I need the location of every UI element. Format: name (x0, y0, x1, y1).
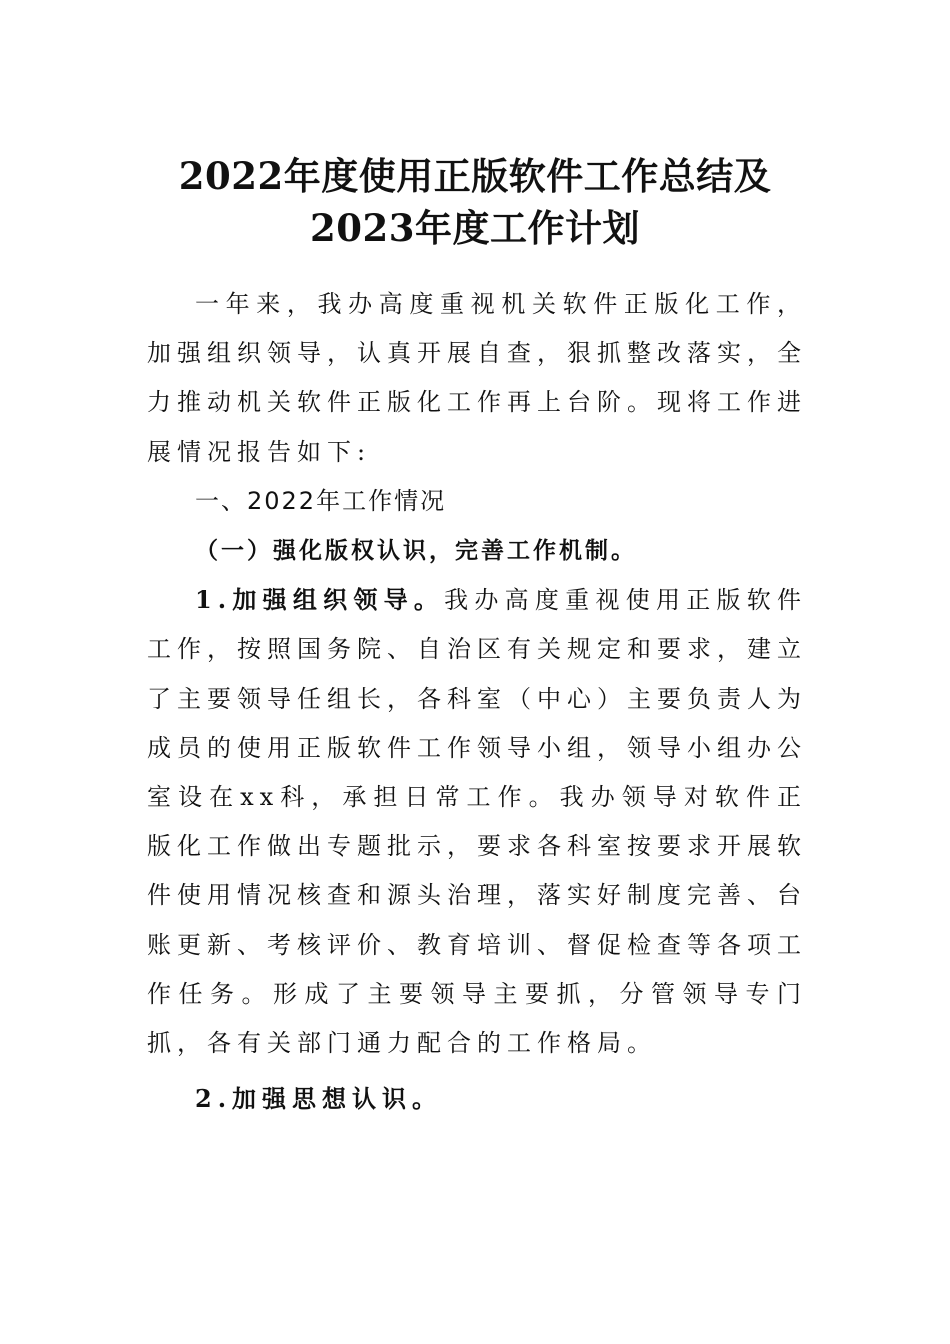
item-1-paragraph (147, 575, 807, 1068)
item-2-lead: 2.加强思想认识。 (195, 1084, 443, 1114)
item-2-paragraph (147, 1074, 807, 1124)
subsection-heading-1: （一）强化版权认识，完善工作机制。 (195, 537, 637, 565)
intro-paragraph: 一年来，我办高度重视机关软件正版化工作，加强组织领导，认真开展自查，狠抓整改落实，全力推动机关软件正版化工作再上台阶。现将工作进展情况报告如下: (147, 290, 807, 466)
document-title: 2022年度使用正版软件工作总结及2023年度工作计划 (178, 154, 772, 250)
section-heading-1: 一、2022年工作情况 (195, 486, 447, 515)
item-1-lead: 1.加强组织领导。 (195, 585, 445, 615)
document-body (147, 280, 807, 1124)
item-1-text: 我办高度重视使用正版软件工作，按照国务院、自治区有关规定和要求，建立了主要领导任组长，各科室（中心）主要负责人为成员的使用正版软件工作领导小组，领导小组办公室设在xx科，承担日常工作。我办领导对软件正版化工作做出专题批示，要求各科室按要求开展软件使用情况核查和源头治理，落实好制度完善、台账更新、考核评价、教育培训、督促检查等各项工作任务。形成了主要领导主要抓，分管领导专门抓，各有关部门通力配合的工作格局。 (147, 586, 807, 1058)
